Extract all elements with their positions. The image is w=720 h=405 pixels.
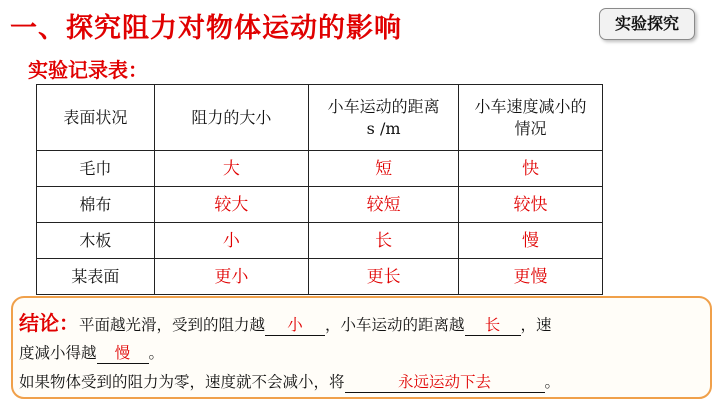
header-resistance: 阻力的大小 xyxy=(154,85,309,151)
conclusion-line-1 xyxy=(19,307,552,336)
cell-distance: 较短 xyxy=(309,187,459,223)
record-table xyxy=(36,84,603,295)
cell-resistance: 大 xyxy=(154,151,309,187)
conclusion-text: 。 xyxy=(148,344,165,362)
page-title: 一、探究阻力对物体运动的影响 xyxy=(10,13,402,44)
cell-speed: 更慢 xyxy=(459,259,603,295)
table-row xyxy=(37,187,603,223)
experiment-tag: 实验探究 xyxy=(599,8,695,40)
table-row xyxy=(37,223,603,259)
header-speed-text: 小车速度减小的情况 xyxy=(474,96,587,138)
header-distance xyxy=(309,85,459,151)
table-row xyxy=(37,151,603,187)
cell-resistance: 更小 xyxy=(154,259,309,295)
cell-speed: 较快 xyxy=(459,187,603,223)
conclusion-line-2 xyxy=(19,341,164,364)
cell-surface: 毛巾 xyxy=(37,151,155,187)
cell-surface: 木板 xyxy=(37,223,155,259)
conclusion-label: 结论： xyxy=(19,311,79,335)
table-row xyxy=(37,259,603,295)
conclusion-text: 度减小得越 xyxy=(19,344,97,362)
cell-speed: 快 xyxy=(459,151,603,187)
cell-distance: 短 xyxy=(309,151,459,187)
answer-blank: 永远运动下去 xyxy=(345,372,545,393)
conclusion-box xyxy=(11,296,712,399)
answer-blank: 长 xyxy=(465,315,521,336)
cell-surface: 某表面 xyxy=(37,259,155,295)
cell-surface: 棉布 xyxy=(37,187,155,223)
conclusion-text: ，小车运动的距离越 xyxy=(325,316,465,334)
cell-resistance: 较大 xyxy=(154,187,309,223)
table-header-row xyxy=(37,85,603,151)
conclusion-text: 如果物体受到的阻力为零，速度就不会减小，将 xyxy=(19,373,345,391)
cell-resistance: 小 xyxy=(154,223,309,259)
conclusion-text: 平面越光滑，受到的阻力越 xyxy=(79,316,266,334)
cell-distance: 更长 xyxy=(309,259,459,295)
header-speed xyxy=(459,85,603,151)
conclusion-text: 。 xyxy=(544,373,561,391)
answer-blank: 慢 xyxy=(97,343,149,364)
answer-blank: 小 xyxy=(265,315,325,336)
header-surface: 表面状况 xyxy=(37,85,155,151)
cell-speed: 慢 xyxy=(459,223,603,259)
conclusion-line-3 xyxy=(19,370,560,393)
cell-distance: 长 xyxy=(309,223,459,259)
header-distance-text: 小车运动的距离s /m xyxy=(327,96,440,138)
conclusion-text: ，速 xyxy=(520,316,552,334)
table-subtitle: 实验记录表： xyxy=(28,58,148,82)
